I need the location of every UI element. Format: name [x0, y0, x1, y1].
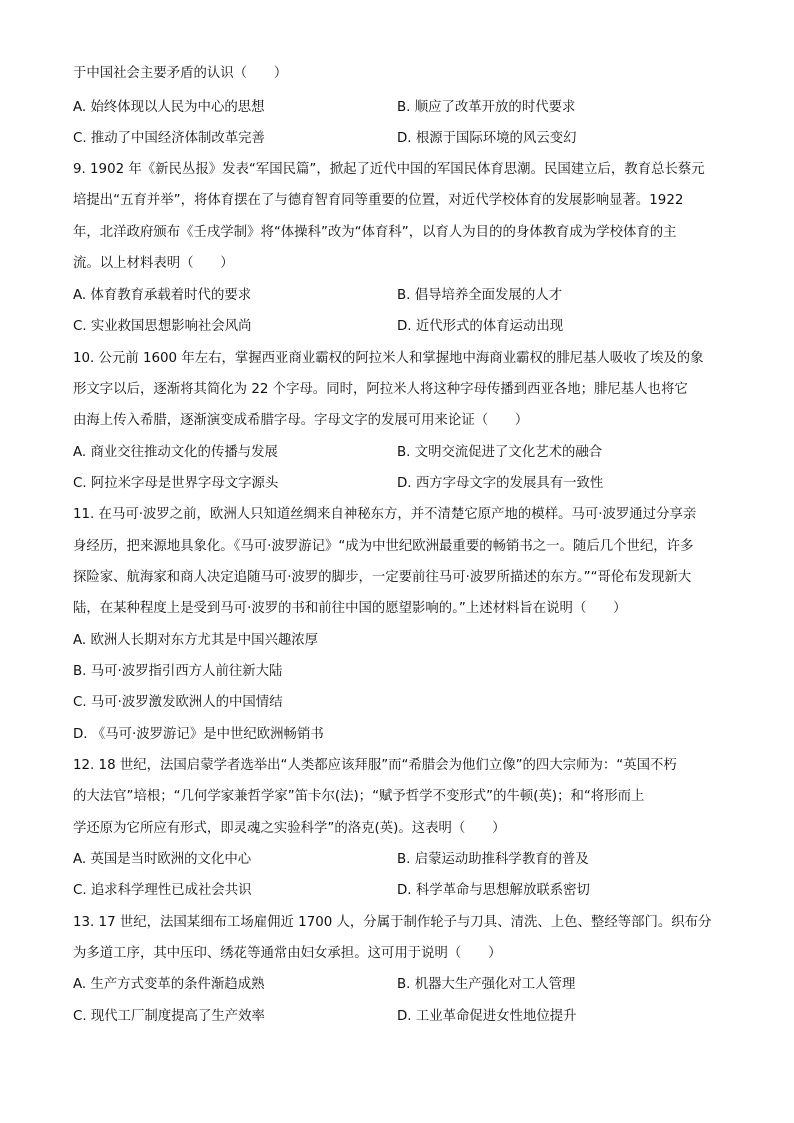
q12-option-a[interactable]: A. 英国是当时欧洲的文化中心 — [73, 852, 252, 867]
q12-stem-line: 的大法官”培根；“几何学家兼哲学家”笛卡尔(法)；“赋予哲学不变形式”的牛顿(英)；和“将形而上 — [73, 789, 645, 804]
q13-stem-line: 13. 17 世纪，法国某细布工场雇佣近 1700 人，分属于制作轮子与刀具、清洗、上色、整经等部门。织布分 — [73, 915, 712, 930]
q10-option-b[interactable]: B. 文明交流促进了文化艺术的融合 — [397, 445, 603, 460]
q8-option-d[interactable]: D. 根源于国际环境的风云变幻 — [397, 131, 577, 146]
q12-stem-line: 学还原为它所应有形式，即灵魂之实验科学”的洛克(英)。这表明（ ） — [73, 821, 506, 836]
q11-option-c[interactable]: C. 马可·波罗激发欧洲人的中国情结 — [73, 695, 283, 710]
q10-option-a[interactable]: A. 商业交往推动文化的传播与发展 — [73, 445, 278, 460]
q8-option-c[interactable]: C. 推动了中国经济体制改革完善 — [73, 131, 265, 146]
q9-option-b[interactable]: B. 倡导培养全面发展的人才 — [397, 288, 562, 303]
q9-stem-line: 培提出“五育并举”，将体育摆在了与德育智育同等重要的位置，对近代学校体育的发展影响显著。1922 — [73, 193, 684, 208]
q11-stem-line: 身经历，把来源地具象化。《马可·波罗游记》“成为中世纪欧洲最重要的畅销书之一。随后几个世纪，许多 — [73, 539, 694, 554]
q12-option-c[interactable]: C. 追求科学理性已成社会共识 — [73, 883, 252, 898]
q8-option-b[interactable]: B. 顺应了改革开放的时代要求 — [397, 100, 576, 115]
q13-option-a[interactable]: A. 生产方式变革的条件渐趋成熟 — [73, 977, 265, 992]
q13-option-d[interactable]: D. 工业革命促进女性地位提升 — [397, 1009, 577, 1024]
q12-stem-line: 12. 18 世纪，法国启蒙学者选举出“人类都应该拜服”而“希腊会为他们立像”的四大宗师为：“英国不朽 — [73, 758, 677, 773]
q8-stem-tail: 于中国社会主要矛盾的认识（ ） — [73, 66, 288, 81]
q9-stem-line: 年，北洋政府颁布《壬戌学制》将“体操科”改为“体育科”，以育人为目的的身体教育成为学校体育的主 — [73, 225, 677, 240]
q10-stem-line: 由海上传入希腊，逐渐演变成希腊字母。字母文字的发展可用来论证（ ） — [73, 413, 529, 428]
q9-option-c[interactable]: C. 实业救国思想影响社会风尚 — [73, 319, 252, 334]
q10-option-c[interactable]: C. 阿拉米字母是世界字母文字源头 — [73, 476, 279, 491]
q9-option-a[interactable]: A. 体育教育承载着时代的要求 — [73, 288, 252, 303]
q10-option-d[interactable]: D. 西方字母文字的发展具有一致性 — [397, 476, 604, 491]
q11-option-b[interactable]: B. 马可·波罗指引西方人前往新大陆 — [73, 664, 283, 679]
q11-option-d[interactable]: D. 《马可·波罗游记》是中世纪欧洲畅销书 — [73, 727, 324, 742]
q11-stem-line: 11. 在马可·波罗之前，欧洲人只知道丝绸来自神秘东方，并不清楚它原产地的模样。马可·波罗通过分享亲 — [73, 507, 697, 522]
q11-stem-line: 探险家、航海家和商人决定追随马可·波罗的脚步，一定要前往马可·波罗所描述的东方。”“哥伦布发现新大 — [73, 570, 692, 585]
q8-option-a[interactable]: A. 始终体现以人民为中心的思想 — [73, 100, 265, 115]
q13-stem-line: 为多道工序，其中压印、绣花等通常由妇女承担。这可用于说明（ ） — [73, 946, 502, 961]
q9-stem-line: 9. 1902 年《新民丛报》发表“军国民篇”，掀起了近代中国的军国民体育思潮。民国建立后，教育总长蔡元 — [73, 162, 705, 177]
q9-option-d[interactable]: D. 近代形式的体育运动出现 — [397, 319, 564, 334]
q12-option-d[interactable]: D. 科学革命与思想解放联系密切 — [397, 883, 590, 898]
q10-stem-line: 形文字以后，逐渐将其简化为 22 个字母。同时，阿拉米人将这种字母传播到西亚各地；腓尼基人也将它 — [73, 382, 688, 397]
q12-option-b[interactable]: B. 启蒙运动助推科学教育的普及 — [397, 852, 589, 867]
q10-stem-line: 10. 公元前 1600 年左右，掌握西亚商业霸权的阿拉米人和掌握地中海商业霸权的腓尼基人吸收了埃及的象 — [73, 351, 704, 366]
q13-option-b[interactable]: B. 机器大生产强化对工人管理 — [397, 977, 576, 992]
q9-stem-line: 流。以上材料表明（ ） — [73, 256, 234, 271]
q11-stem-line: 陆，在某种程度上是受到马可·波罗的书和前往中国的愿望影响的。”上述材料旨在说明（ ） — [73, 601, 627, 616]
q13-option-c[interactable]: C. 现代工厂制度提高了生产效率 — [73, 1009, 265, 1024]
q11-option-a[interactable]: A. 欧洲人长期对东方尤其是中国兴趣浓厚 — [73, 633, 319, 648]
